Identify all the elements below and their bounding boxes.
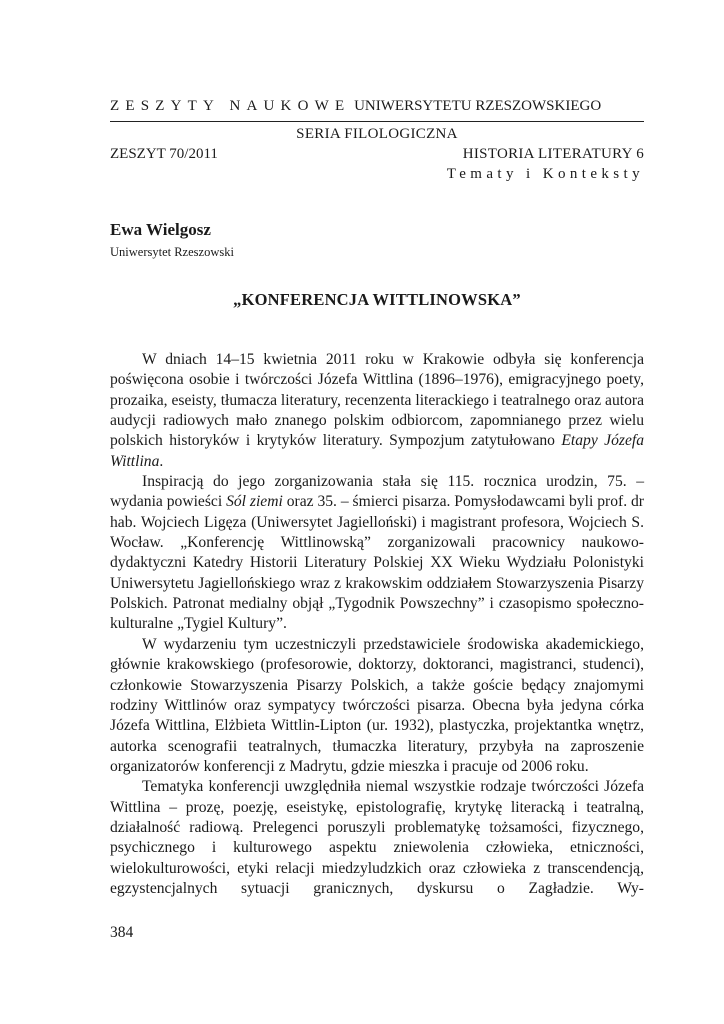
author-affiliation: Uniwersytet Rzeszowski: [110, 245, 234, 259]
series-name: SERIA FILOLOGICZNA: [296, 126, 458, 142]
paragraph-2-text: Inspiracją do jego zorganizowania stała się 115. rocznica urodzin, 75. – wydania powieści: [110, 473, 644, 511]
paragraph-2-rest: oraz 35. – śmierci pisarza. Pomysłodawcami byli prof. dr hab. Wojciech Ligęza (Uniwersytet Jagielloński) i magistrant profesora, Wojciech S. Wocław. „Konferencję Wittlinowską” zorganizowali pracownicy naukowo-dydaktyczni Katedry Historii Literatury Polskiej XX Wieku Wydziału Polonistyki Uniwersytetu Jagiellońskiego wraz z krakowskim oddziałem Stowarzyszenia Pisarzy Polskich. Patronat medialny objął „Tygodnik Powszechny” i czasopismo społeczno-kulturalne „Tygiel Kultury”.: [110, 493, 644, 633]
symposium-title: Etapy Józefa Wittlina: [110, 432, 645, 470]
paragraph-1: [110, 350, 644, 472]
theme-line: Tematy i Konteksty: [446, 166, 644, 182]
novel-title: Sól ziemi: [226, 493, 283, 511]
journal-page: [110, 0, 644, 1024]
paragraph-1-text: W dniach 14–15 kwietnia 2011 roku w Krakowie odbyła się konferencja poświęcona osobie i twórczości Józefa Wittlina (1896–1976), emigracyjnego poety, prozaika, eseisty, tłumacza literatury, recenzenta literackiego i teatralnego oraz autora audycji radiowych mało znanego polskim odbiorcom, zapomnianego przez wielu polskich historyków i krytyków literatury. Sympozjum zatytułowano: [110, 351, 644, 450]
paragraph-2: [110, 472, 644, 635]
issue-number: ZESZYT 70/2011: [110, 146, 218, 162]
paragraph-1-end: .: [159, 452, 164, 470]
page-number: 384: [110, 924, 134, 941]
paragraph-3: W wydarzeniu tym uczestniczyli przedstawiciele środowiska akademickiego, głównie krakowskiego (profesorowie, doktorzy, doktoranci, magistranci, studenci), członkowie Stowarzyszenia Pisarzy Polskich, a także goście będący znajomymi rodziny Wittlinów oraz sympatycy twórczości pisarza. Obecna była jedyna córka Józefa Wittlina, Elżbieta Wittlin-Lipton (ur. 1932), plastyczka, projektantka wnętrz, autorka scenografii teatralnych, tłumaczka literatury, przybyła na zaproszenie organizatorów konferencji z Madrytu, gdzie mieszka i pracuje od 2006 roku.: [110, 635, 644, 775]
paragraph-4: Tematyka konferencji uwzględniła niemal wszystkie rodzaje twórczości Józefa Wittlina – prozę, poezję, eseistykę, epistolografię, krytykę literacką i teatralną, działalność radiową. Prelegenci poruszyli problematykę tożsamości, fizycznego, psychicznego i kulturowego aspektu zniewolenia człowieka, etniczności, wielokulturowości, etyki relacji miedzyludzkich oraz człowieka z transcendencją, egzystencjalnych sytuacji granicznych, dyskursu o Zagładzie. Wy-: [110, 778, 644, 897]
subseries-name: HISTORIA LITERATURY 6: [462, 146, 644, 162]
author-name: Ewa Wielgosz: [110, 220, 211, 239]
journal-header: [110, 96, 644, 116]
article-body: [110, 350, 644, 899]
journal-name-rest: UNIWERSYTETU RZESZOWSKIEGO: [354, 98, 602, 114]
article-title: „KONFERENCJA WITTLINOWSKA”: [233, 290, 521, 309]
header-divider: [110, 121, 644, 122]
journal-name-spaced: ZESZYTY NAUKOWE: [110, 98, 351, 114]
